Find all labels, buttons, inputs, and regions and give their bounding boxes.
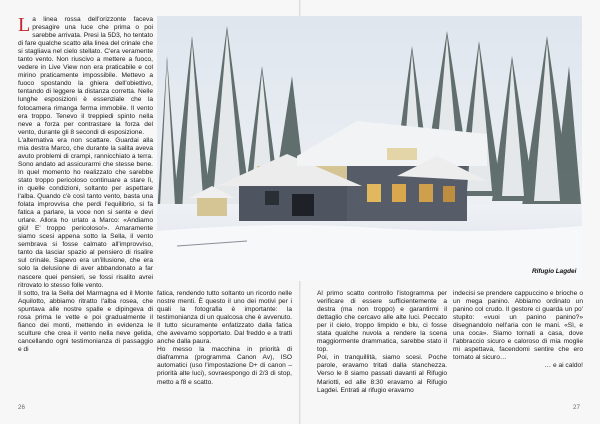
- paragraph: indecisi se prendere cappuccino e brioche o un mega panino. Abbiamo ordinato un panino col crudo. Il gestore ci guarda un po' stupito: «vuoi un panino panino?» disegnandolo nell'aria con le mani. «Sì, e una coca». Siamo tornati a casa, dove l'abbraccio sicuro e caloroso di mia moglie mi aspettava, facendomi sentire che ero tornato al sicuro…: [453, 290, 583, 362]
- paragraph: L'alternativa era non scattare. Guardai alla mia destra Marco, che durante la salita aveva avuto problemi di crampi, rannicchiato a terra. Sono andato ad assicurarmi che stesse bene. In quel momento ho realizzato che sarebbe stato troppo pericoloso continuare a stare lì, in quelle condizioni, soltanto per aspettare l'alba. Quando c'è così tanto vento, basta una folata improvvisa che perdi l'equilibrio, si fa fatica a parlare, la voce non si sente e devi urlare. Allora ho urlato a Marco: «Andiamo giù! E' troppo pericoloso!». Amaramente siamo scesi appena sotto la Sella, il vento sembrava si fosse calmato all'improvviso, tanto da lasciar spazio al pensiero di risalire sul crinale. Sapevo era un'illusione, che era solo la delusione di aver abbandonato a far nascere quei pensieri, se fossi risalito avrei ritrovato lo stesso folle vento.: [18, 136, 153, 289]
- text-column-2: [157, 290, 292, 410]
- paragraph: Al primo scatto controllo l'istogramma per verificare di essere sufficientemente a destra (ma non troppo) e garantirmi il dettaglio che cercavo alle alte luci. Peccato per il cielo, troppo limpido e blu, ci fosse stata qualche nuvola a rendere la scena maggiormente drammatica, sarebbe stato il top.: [317, 290, 447, 354]
- closing-line: … e ai caldo!: [544, 362, 583, 370]
- paragraph: Poi, in tranquillità, siamo scesi. Poche parole, eravamo tritati dalla stanchezza. Verso le 8 siamo passati davanti al Rifugio Mariotti, ed alle 8:30 eravamo al Rifugio Lagdei. Entrati al rifugio eravamo: [317, 354, 447, 394]
- paragraph: fatica, rendendo tutto soltanto un ricordo nelle nostre menti. È questo il uno dei motivi per i quali la fotografia è importante: la testimonianza di un qualcosa che è avvenuto. Il tutto sicuramente enfatizzato dalla fatica che avevamo sopportato. Dal freddo e a tratti anche dalla paura.: [157, 290, 292, 346]
- page-number-left: 26: [18, 404, 25, 411]
- text-column-4: [453, 290, 583, 410]
- photo-caption: Rifugio Lagdei: [532, 268, 577, 275]
- drop-cap: L: [18, 14, 31, 36]
- paragraph: Il sotto, tra la Sella del Marmagna ed il Monte Aquilotto, abbiamo ritratto l'alba rosea, che spuntava alle nostre spalle e dipingeva di rosa prima le vette e poi gradualmente il fianco dei monti, mettendo in evidenza le sculture che crea il vento nella neve gelida, cancellando ogni testimonianza di passaggio e di: [18, 289, 153, 353]
- paragraph: [18, 16, 153, 137]
- paragraph: Ho messo la macchina in priorità di diaframma (programma Canon Av), ISO automatici (uso l'impostazione D+ di canon – priorità alte luci), sovraespongo di 2/3 di stop, metto a f8 e scatto.: [157, 346, 292, 386]
- text-column-3: [317, 290, 447, 410]
- paragraph-text: a linea rossa dell'orizzonte faceva presagire una luce che prima o poi sarebbe arrivata. Presi la 5D3, ho tentato di fare qualche scatto alla linea del crinale che si stagliava nel cielo stellato. C'era veramente tanto vento. Non riuscivo a mettere a fuoco, vedere in Live View non era praticabile e col mirino praticamente impossibile. Mettevo a fuoco spostando la ghiera dell'obiettivo, tentando di leggere la distanza corretta. Nelle lunghe esposizioni è essenziale che la fotocamera rimanga ferma immobile. Il vento era troppo. Tenevo il treppiedi spinto nella neve a forza per contrastare la forza del vento, durante gli 8 secondi di esposizione.: [18, 16, 153, 136]
- text-column-1: [18, 16, 153, 411]
- snowy-refuge-photo: [157, 16, 582, 281]
- page-number-right: 27: [573, 404, 580, 411]
- photo-illustration: [157, 16, 582, 281]
